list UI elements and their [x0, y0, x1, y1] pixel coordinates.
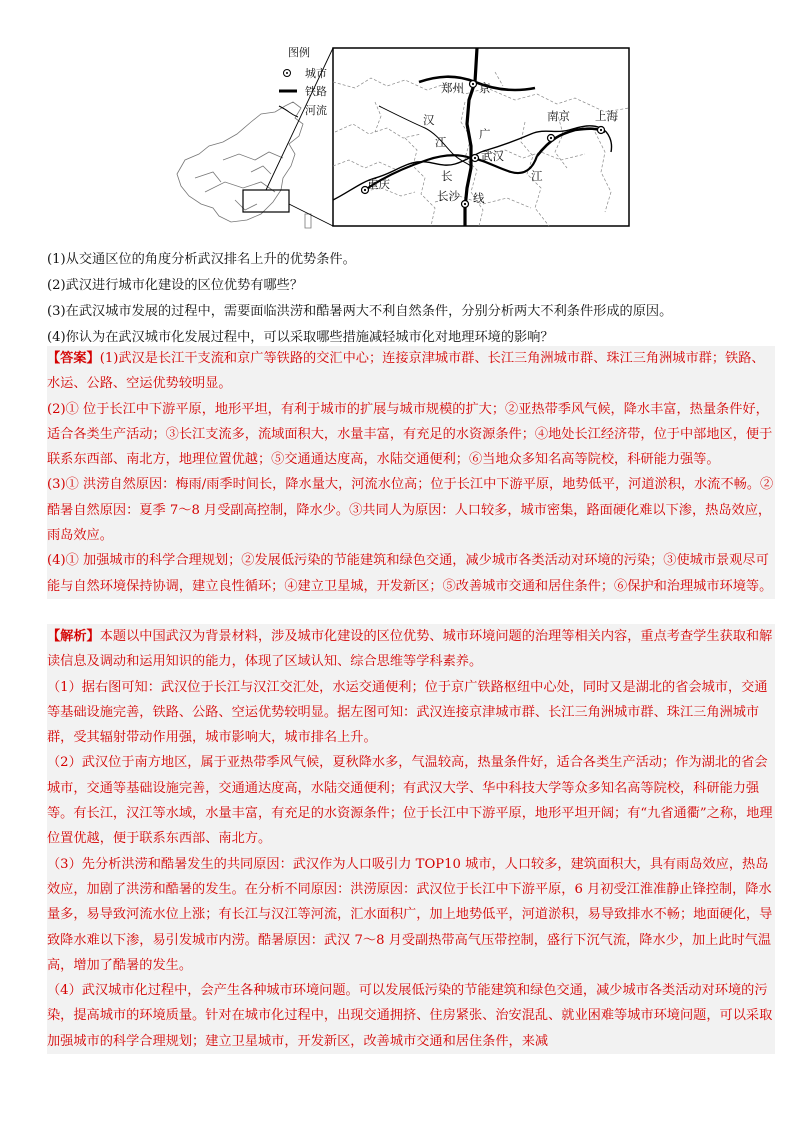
analysis-tag: 【解析】	[47, 629, 100, 644]
label-wuhan: 武汉	[481, 149, 504, 163]
answer-para-4: (4)① 加强城市的科学合理规划；②发展低污染的节能建筑和绿色交通，减少城市各类活动对环境的污染；③使城市景观尽可能与自然环境保持协调，建立良性循环；④建立卫星城，开发新区；⑤改善城市交通和居住条件；⑥保护和治理城市环境等。	[47, 553, 773, 594]
analysis-para-4: （4）武汉城市化过程中，会产生各种城市环境问题。可以发展低污染的节能建筑和绿色交通，减少城市各类活动对环境的污染，提高城市的环境质量。针对在城市化过程中，出现交通拥挤、住房紧张、治安混乱、就业困难等城市环境问题，可以采取加强城市的科学合理规划；建立卫星城市，开发新区，改善城市交通和居住条件，来减	[47, 983, 773, 1049]
map-legend	[279, 45, 327, 117]
label-jing: 京	[479, 81, 491, 95]
label-chongqing: 重庆	[367, 177, 390, 191]
answer-tag: 【答案】	[47, 351, 100, 366]
answer-para-2: (2)① 位于长江中下游平原，地形平坦，有利于城市的扩展与城市规模的扩大；②亚热带季风气候，降水丰富，热量条件好，适合各类生产活动；③长江支流多，流域面积大，水量丰富，有充足的水资源条件；④地处长江经济带，位于中部地区，便于联系东西部、南北方，地理位置优越；⑤交通通达度高，水陆交通便利；⑥当地众多知名高等院校，科研能力强等。	[47, 401, 773, 468]
question-1: (1)从交通区位的角度分析武汉排名上升的优势条件。	[47, 252, 356, 267]
question-2: (2)武汉进行城市化建设的区位优势有哪些？	[47, 278, 304, 293]
river-icon	[279, 106, 298, 117]
question-4: (4)你认为在武汉城市化发展过程中，可以采取哪些措施减轻城市化对地理环境的影响？	[47, 330, 554, 345]
question-list	[47, 247, 772, 351]
label-zhengzhou: 郑州	[441, 81, 464, 95]
label-shanghai: 上海	[595, 109, 618, 123]
analysis-block	[47, 624, 775, 1054]
legend-item-railway: 铁路	[305, 85, 327, 98]
analysis-text-0: 本题以中国武汉为背景材料，涉及城市化建设的区位优势、城市环境问题的治理等相关内容，重点考查学生获取和解读信息及调动和运用知识的能力，体现了区域认知、综合思维等学科素养。	[47, 629, 773, 670]
china-outline-map	[177, 102, 311, 228]
legend-item-city: 城市	[305, 67, 327, 80]
analysis-para-1: （1）据右图可知：武汉位于长江与汉江交汇处，水运交通便利；位于京广铁路枢纽中心处，同时又是湖北的省会城市，交通等基础设施完善，铁路、公路、空运优势较明显。据左图可知：武汉连接京津城市群、长江三角洲城市群、珠江三角洲城市群，受其辐射带动作用强，城市影响大，城市排名上升。	[47, 679, 768, 746]
answer-para-1	[47, 346, 775, 397]
label-jiang-right: 江	[531, 169, 543, 183]
label-han: 汉	[423, 113, 435, 127]
legend-title: 图例	[288, 46, 310, 59]
answer-text-1: (1)武汉是长江干支流和京广等铁路的交汇中心；连接京津城市群、长江三角洲城市群、珠江三角洲城市群；铁路、水运、公路、空运优势较明显。	[47, 351, 765, 392]
analysis-para-2: （2）武汉位于南方地区，属于亚热带季风气候，夏秋降水多，气温较高，热量条件好，适合各类生产活动；作为湖北的省会城市，交通等基础设施完善，交通通达度高，水陆交通便利；有武汉大学、华中科技大学等众多知名高等院校，科研能力强等。有长江，汉江等水域，水量丰富，有充足的水资源条件；位于长江中下游平原，地形平坦开阔；有“九省通衢”之称，地理位置优越，便于联系东西部、南北方。	[47, 755, 773, 847]
analysis-para-3: （3）先分析洪涝和酷暑发生的共同原因：武汉作为人口吸引力 TOP10 城市，人口较多，建筑面积大，具有雨岛效应，热岛效应，加剧了洪涝和酷暑的发生。在分析不同原因：洪涝原因：武汉位于长江中下游平原，6 月初受江淮准静止锋控制，降水量多，易导致河流水位上涨；有长江与汉江等河流，汇水面积广，加上地势低平，河道淤积，易导致排水不畅；地面硬化，导致降水难以下渗，易引发城市内涝。酷暑原因：武汉 7～8 月受副热带高气压带控制，盛行下沉气流，降水少，加上此时气温高，增加了酷暑的发生。	[47, 856, 773, 973]
question-3: (3)在武汉城市发展的过程中，需要面临洪涝和酷暑两大不利自然条件，分别分析两大不利条件形成的原因。	[47, 304, 673, 319]
label-chang: 长	[441, 169, 453, 183]
answer-para-3: (3)① 洪涝自然原因：梅雨/雨季时间长，降水量大，河流水位高；位于长江中下游平原，地势低平，河道淤积，水流不畅。②酷暑自然原因：夏季 7～8 月受副高控制，降水少。③共同人为原因：人口较多，城市密集，路面硬化难以下渗，热岛效应，雨岛效应。	[47, 477, 774, 544]
label-nanjing: 南京	[547, 109, 570, 123]
analysis-para-0	[47, 624, 775, 675]
label-xian: 线	[473, 191, 485, 205]
answer-block	[47, 346, 775, 599]
label-guang: 广	[479, 127, 491, 141]
map-figure	[165, 42, 635, 238]
legend-item-river: 河流	[305, 104, 327, 117]
label-changsha: 长沙	[437, 189, 460, 203]
detail-map	[333, 48, 629, 226]
label-jiang-left: 江	[435, 135, 447, 149]
map-svg	[165, 42, 635, 238]
